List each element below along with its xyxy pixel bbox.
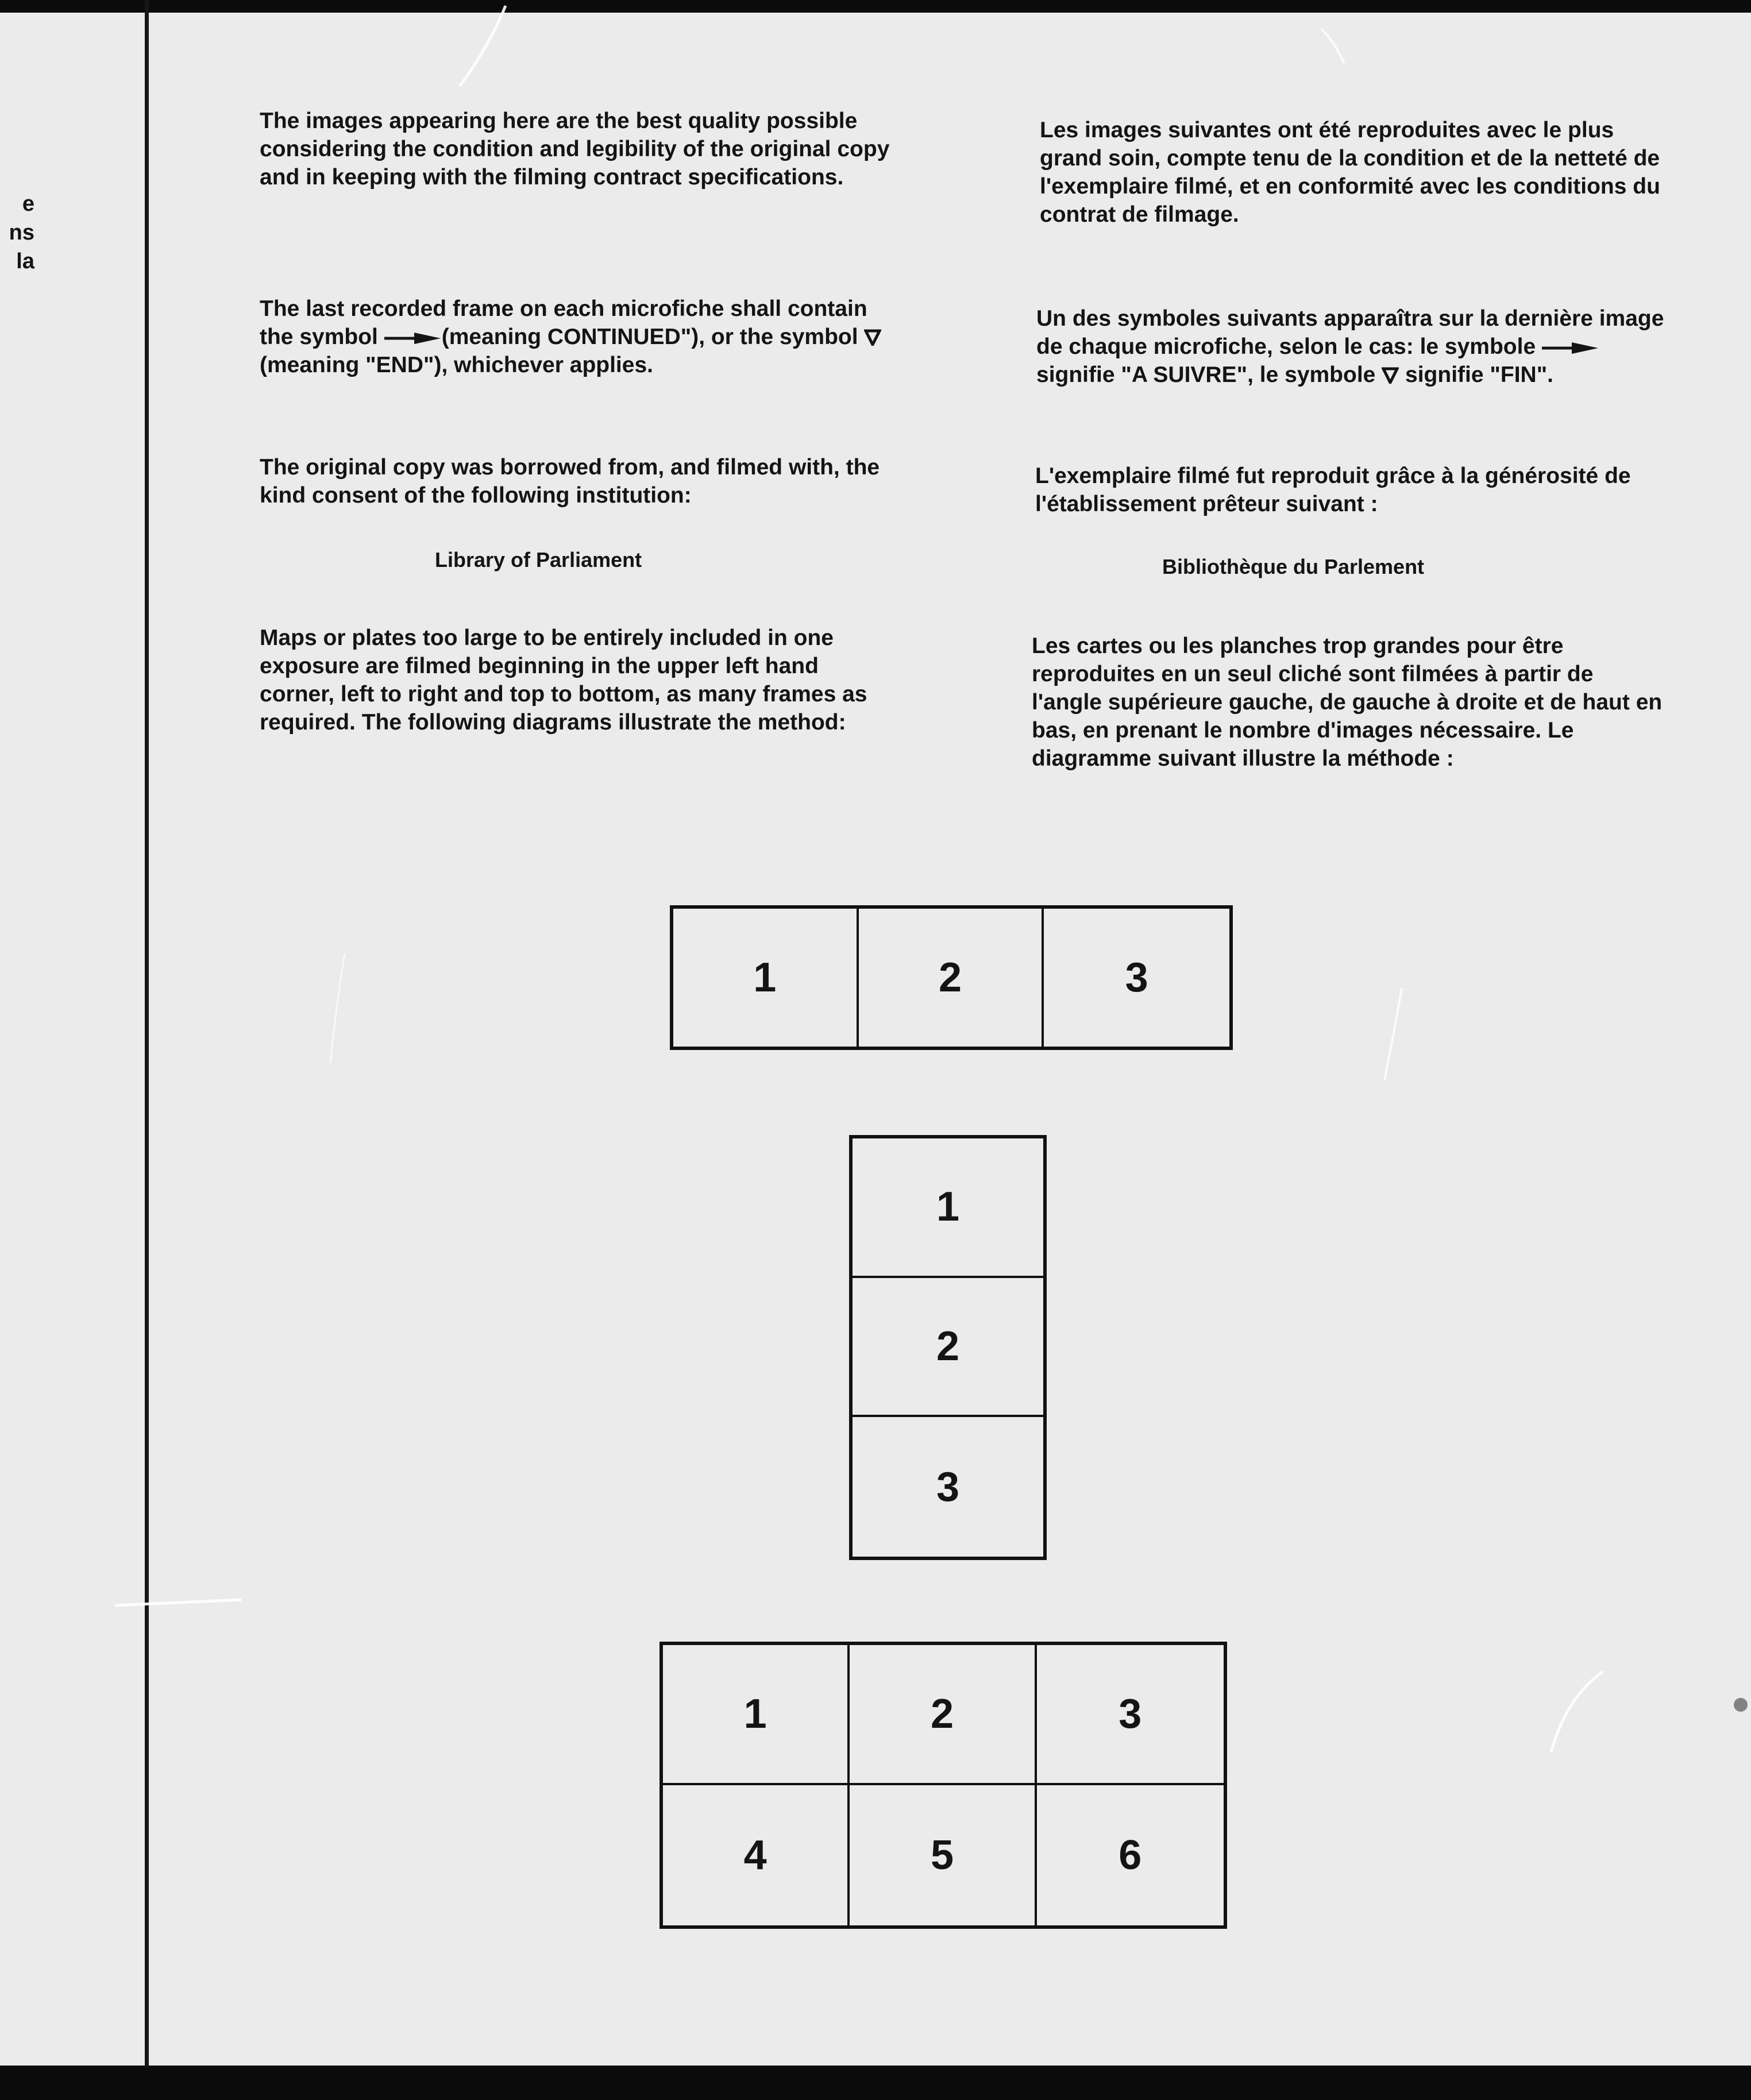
fragment-line: la	[16, 249, 34, 273]
frame-cell: 5	[850, 1785, 1036, 1925]
english-symbol-text-b: (meaning CONTINUED"),	[441, 325, 705, 349]
english-quality-text: The images appearing here are the best quality possible considering the condition and legibility of the original copy and in keeping with the filming contract specifications.	[260, 109, 890, 190]
frame-cell: 3	[936, 1464, 960, 1510]
english-institution-name: Library of Parliament	[435, 548, 642, 572]
english-institution-text: The original copy was borrowed from, and filmed with, the kind consent of the following institution:	[260, 455, 880, 508]
frame-cell: 1	[853, 1138, 1043, 1278]
english-symbol-text-d: (meaning "END"), whichever applies.	[260, 353, 653, 377]
english-method-text: Maps or plates too large to be entirely included in one exposure are filmed beginning in the upper left hand corner, left to right and top to bottom, as many frames as required. The following diagrams illustrate the method:	[260, 626, 867, 735]
french-method-text: Les cartes ou les planches trop grandes pour être reproduites en un seul cliché sont filmées à partir de l'angle supérieure gauche, de gauche à droite et de haut en bas, en prenant le nombre d'images nécessaire. Le diagramme suivant illustre la méthode :	[1032, 634, 1663, 771]
french-symbol-text-c: signifie "FIN".	[1399, 362, 1554, 387]
french-institution-text: L'exemplaire filmé fut reproduit grâce à la générosité de l'établissement prêteur suivant :	[1035, 464, 1631, 516]
french-quality-text: Les images suivantes ont été reproduites avec le plus grand soin, compte tenu de la condition et de la netteté de l'exemplaire filmé, et en conformité avec les conditions du contrat de filmage.	[1040, 118, 1660, 227]
frame-cell: 4	[663, 1785, 850, 1925]
english-symbol-text-c: or the symbol	[705, 325, 865, 349]
frame-cell: 3	[1125, 955, 1148, 1001]
french-symbol-text-a: Un des symboles suivants apparaîtra sur la dernière image de chaque microfiche, selon le cas: le symbole	[1036, 306, 1664, 359]
frame-cell: 1	[673, 909, 859, 1047]
frame-cell: 1	[663, 1645, 850, 1785]
english-symbol-text-a: The last recorded frame on each microfiche shall contain the symbol	[260, 296, 867, 349]
frame-cell: 2	[859, 909, 1044, 1047]
french-symbol-text-b: signifie "A SUIVRE", le symbole	[1036, 362, 1382, 387]
frame-cell: 3	[1037, 1645, 1224, 1785]
fragment-line: e	[22, 192, 34, 216]
frame-cell: 2	[850, 1645, 1036, 1785]
frame-cell: 2	[853, 1278, 1043, 1418]
french-institution-name: Bibliothèque du Parlement	[1162, 555, 1425, 578]
frame-cell: 6	[1119, 1832, 1142, 1878]
fragment-line: ns	[9, 221, 34, 245]
